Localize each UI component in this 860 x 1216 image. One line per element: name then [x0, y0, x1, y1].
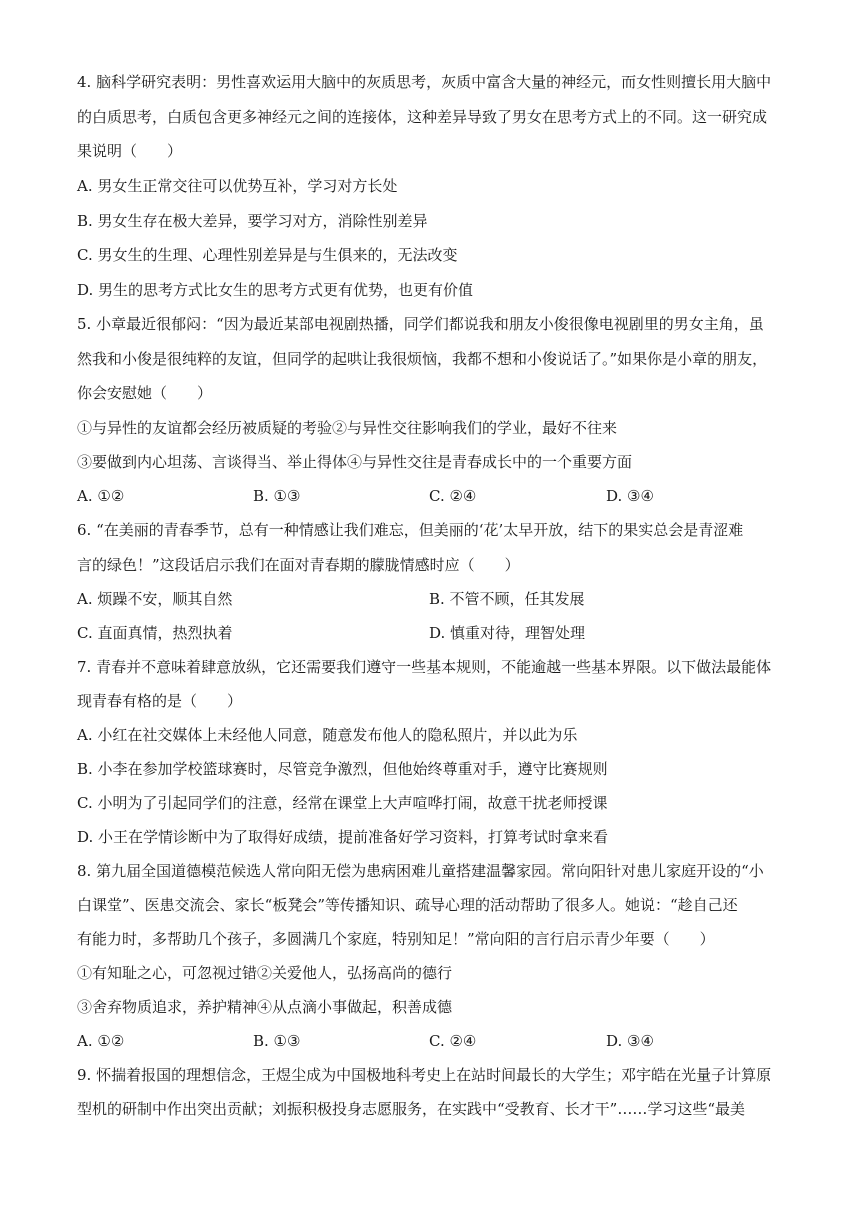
q8-statements-1: ①有知耻之心，可忽视过错②关爱他人，弘扬高尚的德行 — [77, 964, 453, 982]
q9-stem-line-2: 型机的研制中作出突出贡献；刘振积极投身志愿服务，在实践中“受教育、长才干”……学习这些“最美 — [77, 1100, 746, 1118]
q5-statements-2: ③要做到内心坦荡、言谈得当、举止得体④与异性交往是青春成长中的一个重要方面 — [77, 453, 633, 471]
q5-choice-d: D. ③④ — [606, 487, 654, 505]
q7-option-c: C. 小明为了引起同学们的注意，经常在课堂上大声喧哗打闹，故意干扰老师授课 — [77, 794, 608, 812]
q7-option-d: D. 小王在学情诊断中为了取得好成绩，提前准备好学习资料，打算考试时拿来看 — [77, 828, 609, 846]
q7-stem-line-2: 现青春有格的是（ ） — [77, 692, 243, 710]
q5-stem-line-1: 5. 小章最近很郁闷：“因为最近某部电视剧热播，同学们都说我和朋友小俊很像电视剧里的男女主角，虽 — [77, 315, 764, 333]
q5-stem-line-3: 你会安慰她（ ） — [77, 384, 213, 402]
q8-choice-d: D. ③④ — [606, 1032, 654, 1050]
q4-option-d: D. 男生的思考方式比女生的思考方式更有优势，也更有价值 — [77, 281, 474, 299]
q5-choice-a: A. ①② — [77, 487, 125, 505]
q4-stem-line-3: 果说明（ ） — [77, 142, 183, 160]
q8-choice-b: B. ①③ — [253, 1032, 301, 1050]
q6-stem-line-2: 言的绿色！”这段话启示我们在面对青春期的朦胧情感时应（ ） — [77, 556, 520, 574]
q8-statements-2: ③舍弃物质追求，养护精神④从点滴小事做起，积善成德 — [77, 998, 453, 1016]
q4-stem-line-2: 的白质思考，白质包含更多神经元之间的连接体，这种差异导致了男女在思考方式上的不同。这一研究成 — [77, 108, 768, 126]
q6-choice-c: C. 直面真情，热烈执着 — [77, 624, 233, 642]
q5-choice-b: B. ①③ — [253, 487, 301, 505]
q8-stem-line-3: 有能力时，多帮助几个孩子，多圆满几个家庭，特别知足！”常向阳的言行启示青少年要（ ） — [77, 930, 715, 948]
q4-stem-line-1: 4. 脑科学研究表明：男性喜欢运用大脑中的灰质思考，灰质中富含大量的神经元，而女性则擅长用大脑中 — [77, 73, 772, 91]
q4-option-a: A. 男女生正常交往可以优势互补，学习对方长处 — [77, 177, 398, 195]
q8-choice-a: A. ①② — [77, 1032, 125, 1050]
q5-statements-1: ①与异性的友谊都会经历被质疑的考验②与异性交往影响我们的学业，最好不往来 — [77, 419, 618, 437]
q8-stem-line-2: 白课堂”、医患交流会、家长“板凳会”等传播知识、疏导心理的活动帮助了很多人。她说：“趁自己还 — [77, 896, 738, 914]
q9-stem-line-1: 9. 怀揣着报国的理想信念，王煜尘成为中国极地科考史上在站时间最长的大学生；邓宇皓在光量子计算原 — [77, 1066, 772, 1084]
q7-stem-line-1: 7. 青春并不意味着肆意放纵，它还需要我们遵守一些基本规则，不能逾越一些基本界限。以下做法最能体 — [77, 658, 772, 676]
q8-choice-c: C. ②④ — [429, 1032, 477, 1050]
q4-option-b: B. 男女生存在极大差异，要学习对方，消除性别差异 — [77, 212, 428, 230]
q8-stem-line-1: 8. 第九届全国道德模范候选人常向阳无偿为患病困难儿童搭建温馨家园。常向阳针对患儿家庭开设的“小 — [77, 862, 764, 880]
q6-choice-d: D. 慎重对待，理智处理 — [429, 624, 586, 642]
q6-choice-a: A. 烦躁不安，顺其自然 — [77, 590, 233, 608]
q5-stem-line-2: 然我和小俊是很纯粹的友谊，但同学的起哄让我很烦恼，我都不想和小俊说话了。”如果你是小章的朋友， — [77, 350, 768, 368]
q7-option-b: B. 小李在参加学校篮球赛时，尽管竞争激烈，但他始终尊重对手，遵守比赛规则 — [77, 760, 608, 778]
q5-choice-c: C. ②④ — [429, 487, 477, 505]
q7-option-a: A. 小红在社交媒体上未经他人同意，随意发布他人的隐私照片，并以此为乐 — [77, 726, 578, 744]
q6-stem-line-1: 6. “在美丽的青春季节，总有一种情感让我们难忘，但美丽的‘花’太早开放，结下的果实总会是青涩难 — [77, 521, 744, 539]
q4-option-c: C. 男女生的生理、心理性别差异是与生俱来的，无法改变 — [77, 246, 458, 264]
q6-choice-b: B. 不管不顾，任其发展 — [429, 590, 585, 608]
